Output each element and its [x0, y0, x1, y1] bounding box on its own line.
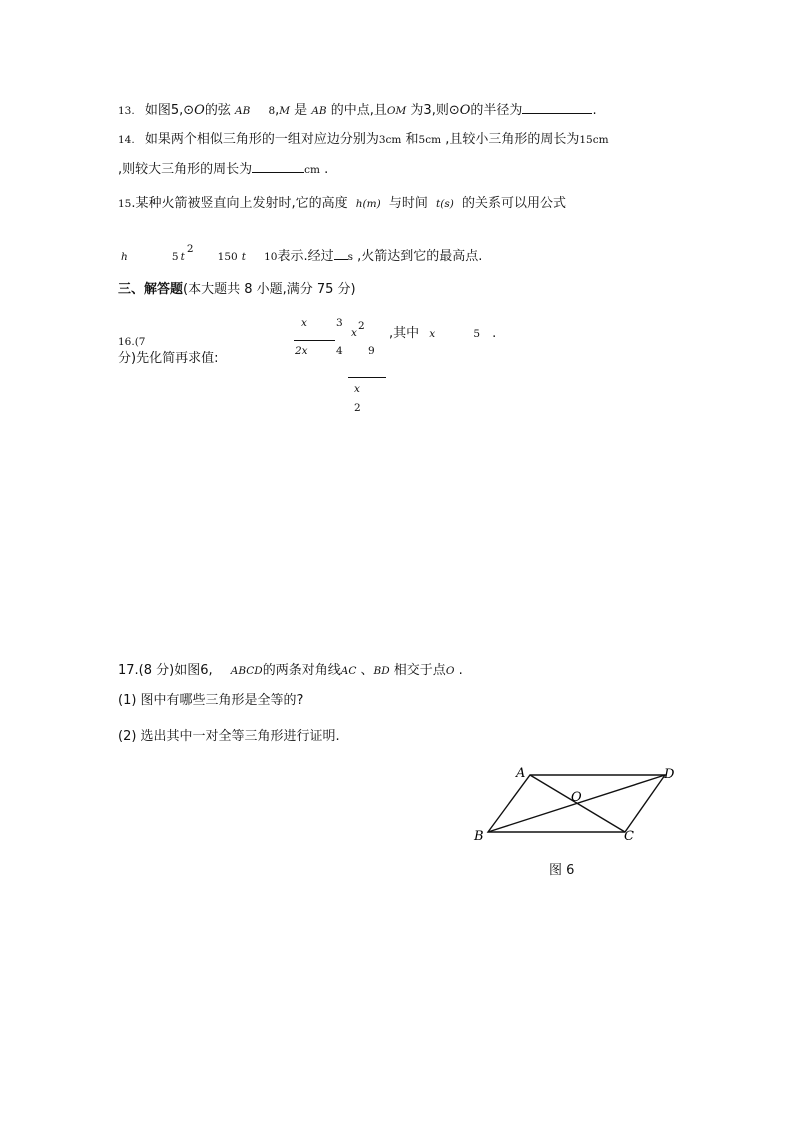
question-number: 16.(7: [118, 336, 146, 348]
unit-cm: cm: [304, 164, 320, 176]
fraction-denominator: 4: [336, 345, 343, 357]
q14-text: ,则较大三角形的周长为: [118, 162, 253, 177]
label-C: C: [624, 829, 634, 844]
var-O: O: [459, 103, 471, 118]
question-16-line-2: [118, 352, 218, 365]
q16-text: ,其中: [389, 326, 420, 341]
q13-text: ,: [275, 103, 280, 118]
value-5: 5: [473, 328, 481, 340]
q15-text: 与时间: [388, 196, 428, 211]
q13-text: 的弦: [204, 103, 231, 118]
figure-caption: 图 6: [549, 863, 575, 878]
circle-symbol: ⊙: [183, 103, 195, 118]
var-OM: OM: [386, 105, 407, 117]
var-x: x: [429, 328, 436, 340]
const-10: 10: [264, 251, 278, 263]
q17-text: 17.(8 分)如图6,: [118, 663, 213, 678]
question-17: [118, 664, 463, 677]
var-x: x: [351, 327, 357, 339]
q14-text: 和: [405, 132, 419, 147]
fraction-denominator: 2x: [295, 345, 308, 357]
var-AC: AC: [340, 665, 357, 677]
label-D: D: [664, 767, 675, 782]
answer-blank[interactable]: [334, 259, 348, 260]
label-B: B: [474, 829, 484, 844]
separator: 、: [360, 663, 374, 678]
question-number: 15: [118, 198, 132, 210]
section-title: 三、解答题: [118, 282, 184, 297]
var-h: h: [121, 251, 128, 263]
var-t: t: [241, 251, 246, 263]
fraction-bar: [348, 377, 386, 378]
q14-text: 如果两个相似三角形的一组对应边分别为: [144, 132, 379, 147]
q15-text: 的关系可以用公式: [461, 196, 566, 211]
fraction-numerator: x: [354, 383, 360, 395]
value-8: 8: [268, 105, 276, 117]
value-3cm: 3cm: [378, 134, 402, 146]
var-t: t: [180, 251, 185, 263]
exponent-2: 2: [186, 243, 194, 255]
var-ABCD: ABCD: [230, 665, 263, 677]
q17-text: 相交于点: [393, 663, 446, 678]
subquestion-2: (2) 选出其中一对全等三角形进行证明.: [118, 729, 340, 744]
q13-text: 是: [294, 103, 308, 118]
var-O: O: [445, 665, 455, 677]
question-14: [118, 133, 609, 146]
var-t: t(s): [436, 198, 454, 210]
period: .: [458, 663, 463, 678]
question-14-line-2: [118, 163, 328, 176]
question-15: [118, 197, 566, 210]
fraction-numerator: 3: [336, 317, 343, 329]
q13-text: 如图5,: [144, 103, 184, 118]
fraction-bar: [294, 340, 335, 341]
q16-condition: [389, 327, 496, 340]
subquestion-1: (1) 图中有哪些三角形是全等的?: [118, 693, 304, 708]
section-description: (本大题共 8 小题,满分 75 分): [183, 282, 356, 297]
q13-text: 为3: [410, 103, 432, 118]
q14-text: ,且较小三角形的周长为: [445, 132, 580, 147]
question-number: 13.: [118, 105, 135, 117]
var-M: M: [279, 105, 291, 117]
period: .: [492, 326, 497, 341]
q15-text: .某种火箭被竖直向上发射时,它的高度: [131, 196, 348, 211]
question-16: [118, 335, 145, 348]
q15-formula: [121, 243, 483, 264]
period: .: [324, 162, 329, 177]
fraction-denominator: 2: [354, 402, 361, 414]
q13-text: 的半径为: [470, 103, 523, 118]
q15-text: 表示.经过: [277, 249, 334, 264]
section-heading: [118, 283, 356, 296]
label-A: A: [516, 766, 526, 781]
figure-6-parallelogram: [468, 760, 688, 870]
q17-text: 的两条对角线: [262, 663, 341, 678]
var-O: O: [194, 103, 205, 118]
value-5cm: 5cm: [418, 134, 442, 146]
q16-text: 分)先化简再求值:: [118, 351, 219, 366]
coef-150: 150: [217, 251, 238, 263]
const-9: 9: [368, 345, 375, 357]
var-h: h(m): [355, 198, 381, 210]
label-O: O: [571, 790, 582, 805]
circle-symbol: ⊙: [448, 103, 460, 118]
period: .: [592, 103, 597, 118]
var-BD: BD: [373, 665, 390, 677]
q13-text: 的中点,且: [330, 103, 387, 118]
exponent-2: 2: [358, 320, 365, 332]
answer-blank[interactable]: [252, 172, 304, 173]
var-AB: AB: [311, 105, 327, 117]
var-AB: AB: [234, 105, 251, 117]
fraction-numerator: x: [301, 317, 307, 329]
value-15cm: 15cm: [579, 134, 609, 146]
question-number: 14.: [118, 134, 135, 146]
q13-text: ,则: [431, 103, 449, 118]
question-13: [118, 104, 597, 117]
q15-text: ,火箭达到它的最高点.: [357, 249, 483, 264]
unit-s: s: [347, 251, 353, 263]
coef-5: 5: [171, 251, 179, 263]
answer-blank[interactable]: [522, 113, 592, 114]
